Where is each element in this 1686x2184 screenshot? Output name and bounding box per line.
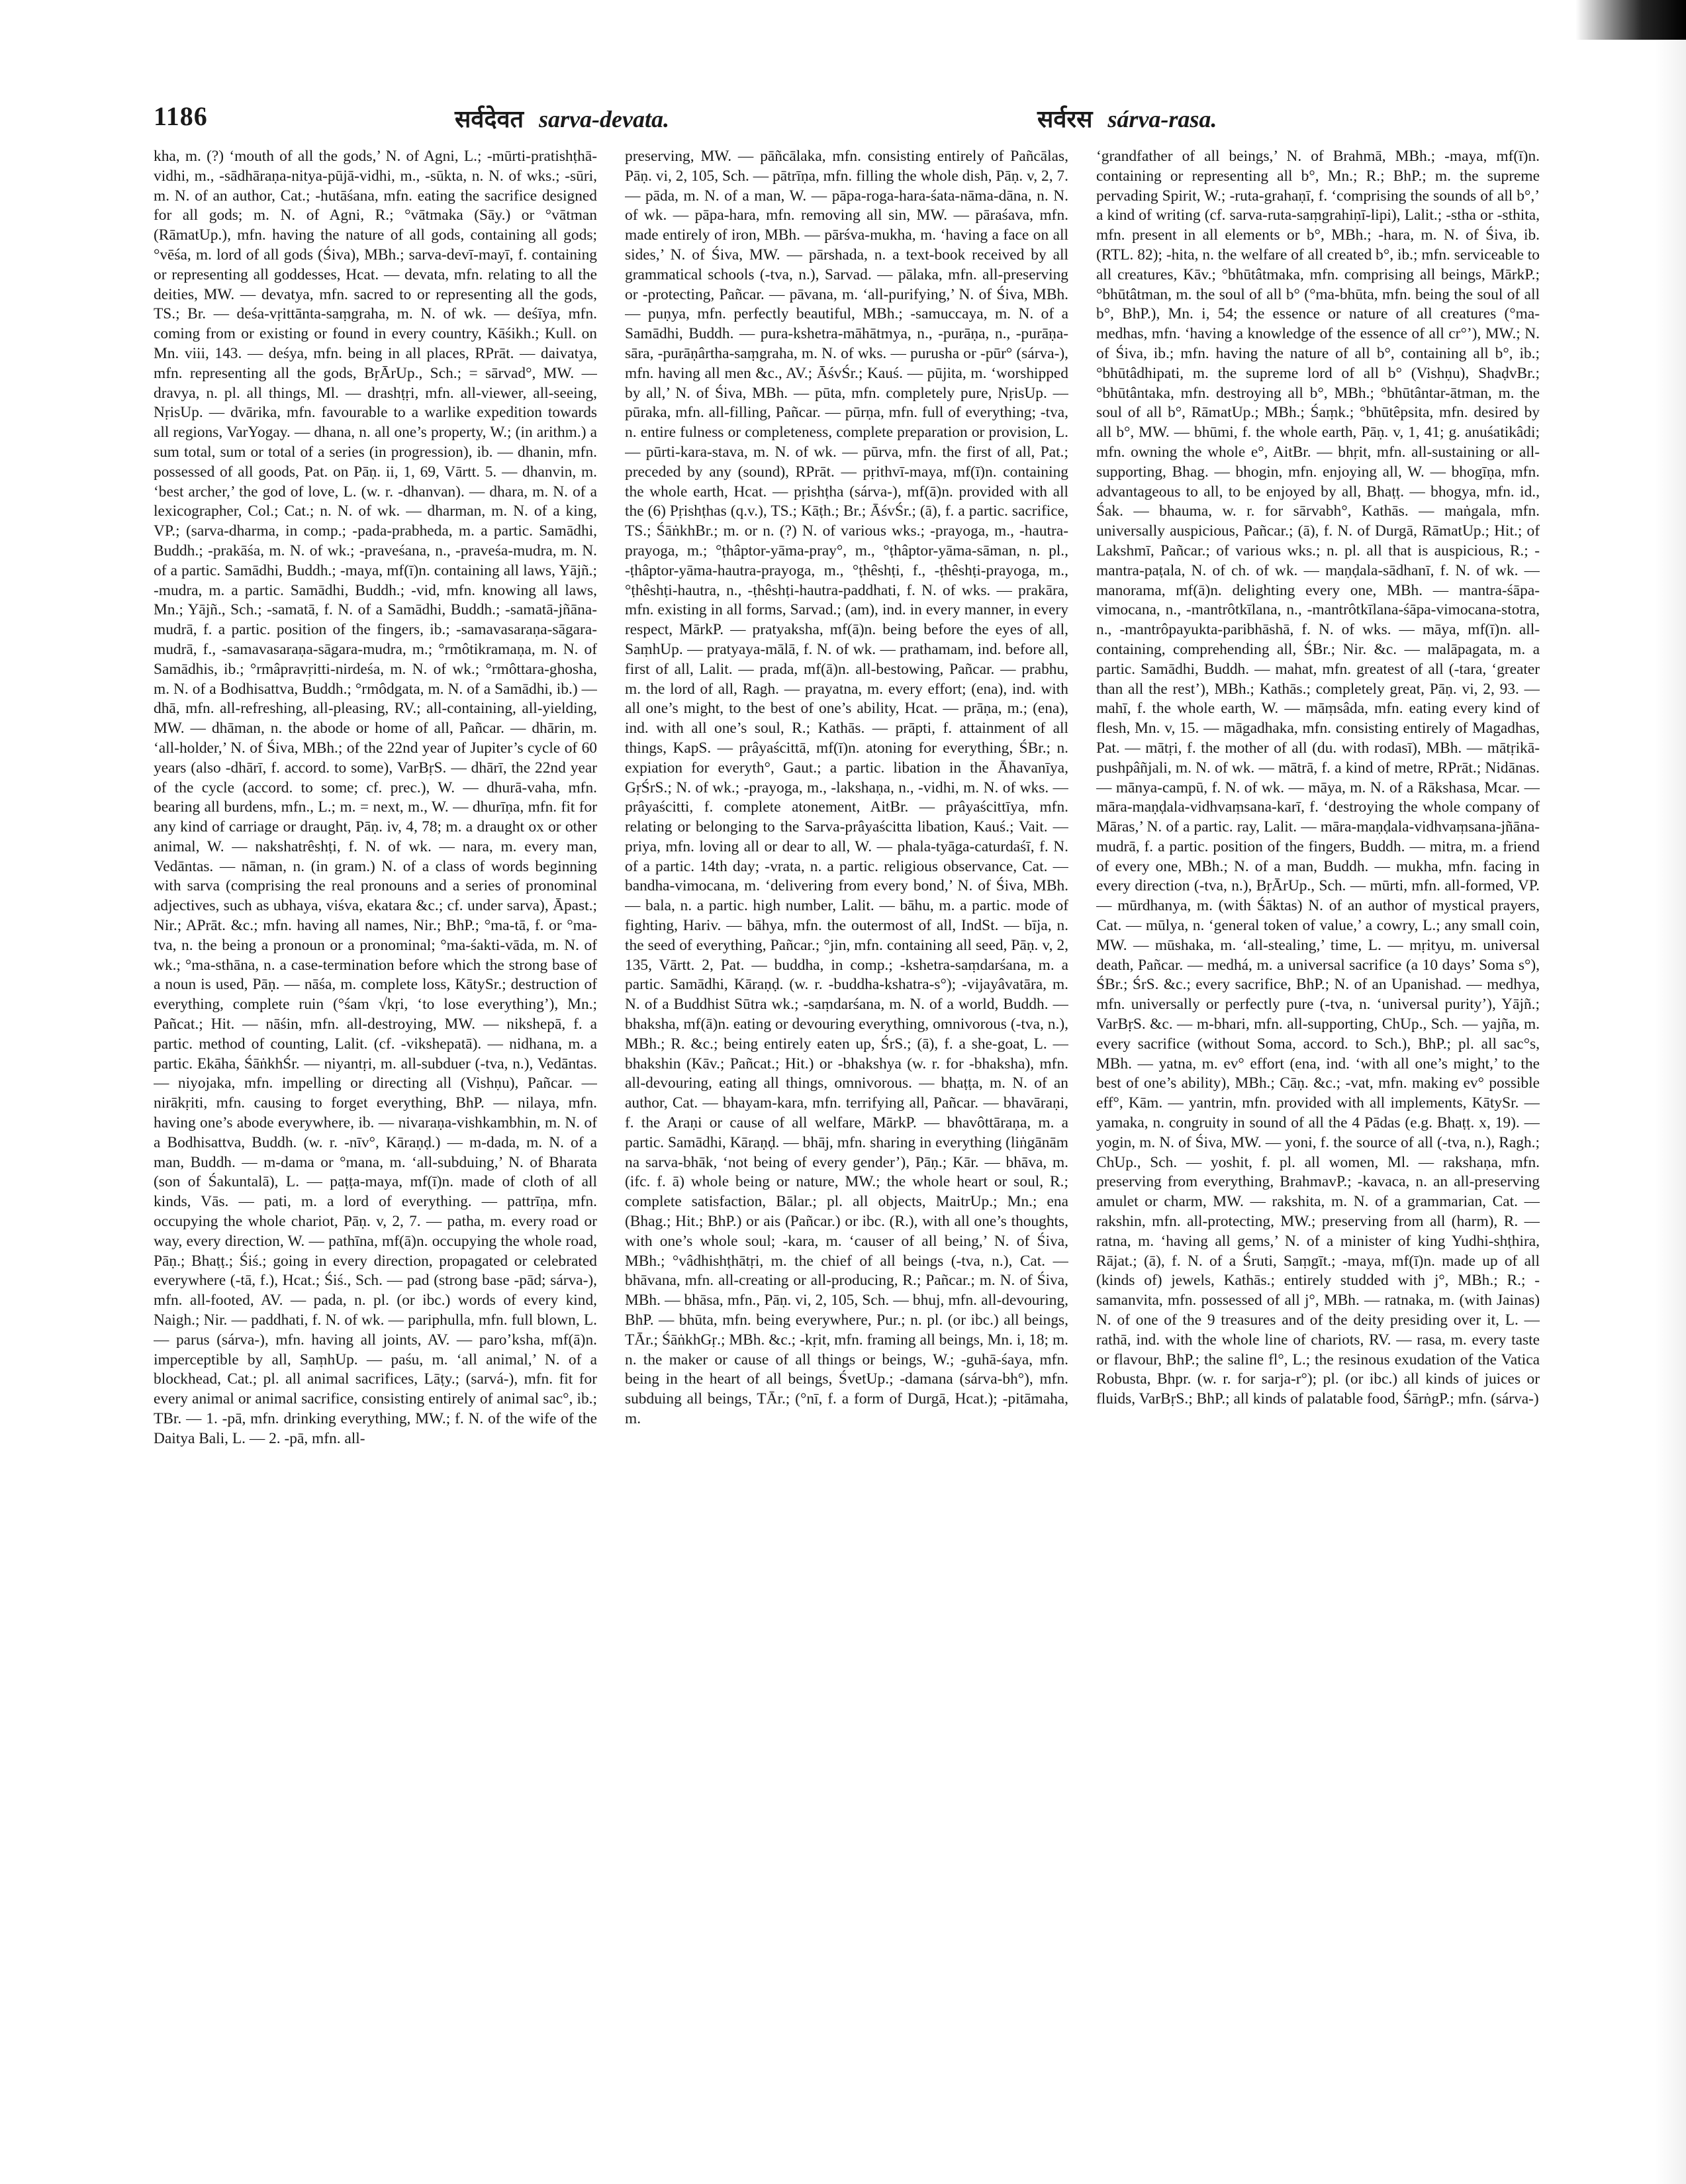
- header-left-headword: [455, 102, 669, 134]
- scan-edge-shadow-side: [1655, 0, 1686, 2184]
- page-number: 1186: [154, 101, 208, 131]
- column-right: ‘grandfather of all beings,’ N. of Brahmā, MBh.; -maya, mf(ī)n. containing or representing all b°, Mn.; R.; BhP.; m. the supreme pervading Spirit, W.; -ruta-grahaṇī, f. ‘comprising the sounds of all b°,’ a kind of writing (cf. sarva-ruta-saṃgrahiṇī-lipi), Lalit.; -stha or -sthita, mfn. present in all elements or b°, MBh.; -hara, m. N. of Śiva, ib. (RTL. 82); -hita, n. the welfare of all created b°, ib.; mfn. serviceable to all creatures, Kāv.; °bhūtâtmaka, mfn. comprising all beings, MārkP.; °bhūtâtman, m. the soul of all b° (°ma-bhūta, mfn. being the soul of all b°, BhP.), Mn. i, 54; the essence or nature of all creatures (°ma-medhas, mfn. ‘having a knowledge of the essence of all cr°’), MW.; N. of Śiva, ib.; mfn. having the nature of all b°, containing all b°, ib.; °bhūtâdhipati, m. the supreme lord of all b° (Vishṇu), ShaḍvBr.; °bhūtântaka, mfn. destroying all b°, MBh.; °bhūtântar-ātman, m. the soul of all b°, RāmatUp.; MBh.; Śaṃk.; °bhūtêpsita, mfn. desired by all b°, MW. — bhūmi, f. the whole earth, Pāṇ. v, 1, 41; g. anuśatikâdi; mfn. owning the whole e°, AitBr. — bhṛit, mfn. all-sustaining or all-supporting, Bhag. — bhogin, mfn. enjoying all, W. — bhogīṇa, mfn. advantageous to all, to be enjoyed by all, Bhaṭṭ. — bhogya, mfn. id., Śak. — bhauma, w. r. for sārvabh°, Kathās. — maṅgala, mfn. universally auspicious, Pañcar.; (ā), f. N. of Durgā, RāmatUp.; Hit.; of Lakshmī, Pañcar.; of various wks.; n. pl. all that is auspicious, R.; -mantra-paṭala, N. of ch. of wk. — maṇḍala-sādhanī, f. N. of wk. — manorama, mf(ā)n. delighting every one, MBh. — mantra-śāpa-vimocana, n., -mantrôtkīlana, n., -mantrôtkīlana-śāpa-vimocana-stotra, n., -mantrôpayukta-paribhāshā, f. N. of wks. — māya, mf(ī)n. all-containing, comprehending all, ŚBr.; Nir. &c. — malāpagata, m. a partic. Samādhi, Buddh. — mahat, mfn. greatest of all (-tara, ‘greater than all the rest’), MBh.; Kathās.; completely great, Pāṇ. vi, 2, 93. — mahī, f. the whole earth, W. — māṃsâda, mfn. eating every kind of flesh, Mn. v, 15. — māgadhaka, mfn. consisting entirely of Magadhas, Pat. — mātṛi, f. the mother of all (du. with rodasī), MBh. — mātṛikā-pushpâñjali, m. N. of wk. — mātrā, f. a kind of metre, RPrāt.; Nidānas. — mānya-campū, f. N. of wk. — māya, m. N. of a Rākshasa, Mcar. — māra-maṇḍala-vidhvaṃsana-karī, f. ‘destroying the whole company of Māras,’ N. of a partic. ray, Lalit. — māra-maṇḍala-vidhvaṃsana-jñāna-mudrā, f. a partic. position of the fingers, Buddh. — mitra, m. a friend of every one, MBh.; N. of a man, Buddh. — mukha, mfn. facing in every direction (-tva, n.), BṛĀrUp., Sch. — mūrti, mfn. all-formed, VP. — mūrdhanya, m. (with Śāktas) N. of an author of mystical prayers, Cat. — mūlya, n. ‘general token of value,’ a cowry, L.; any small coin, MW. — mūshaka, m. ‘all-stealing,’ time, L. — mṛityu, m. universal death, Pañcar. — medhá, m. a universal sacrifice (a 10 days’ Soma s°), ŚBr.; ŚrS. &c.; every sacrifice, BhP.; N. of an Upanishad. — medhya, mfn. universally or perfectly pure (-tva, n. ‘universal purity’), Yājñ.; VarBṛS. &c. — m-bhari, mfn. all-supporting, ChUp., Sch. — yajña, m. every sacrifice (without Soma, accord. to Sch.), BhP.; pl. all sac°s, MBh. — yatna, m. ev° effort (ena, ind. ‘with all one’s might,’ to the best of one’s ability), MBh.; Cāṇ. &c.; -vat, mfn. making ev° possible eff°, Kām. — yantrin, mfn. provided with all implements, KātySr. — yamaka, n. congruity in sound of all the 4 Pādas (e.g. Bhaṭṭ. x, 19). — yogin, m. N. of Śiva, MW. — yoni, f. the source of all (-tva, n.), Ragh.; ChUp., Sch. — yoshit, f. pl. all women, Ml. — rakshaṇa, mfn. preserving from everything, BrahmavP.; -kavaca, n. an all-preserving amulet or charm, MW. — rakshita, m. N. of a grammarian, Cat. — rakshin, mfn. all-protecting, MW.; preserving from all (harm), R. — ratna, m. ‘having all gems,’ N. of a minister of king Yudhi-shṭhira, Rājat.; (ā), f. N. of a Śruti, Saṃgīt.; -maya, mf(ī)n. made up of all (kinds of) jewels, Kathās.; entirely studded with j°, MBh.; R.; -samanvita, mfn. possessed of all j°, MBh. — ratnaka, m. (with Jainas) N. of one of the 9 treasures and of the deity presiding over it, L. — rathā, ind. with the whole line of chariots, RV. — rasa, m. every taste or flavour, BhP.; the saline fl°, L.; the resinous exudation of the Vatica Robusta, Bhpr. (w. r. for sarja-r°); pl. (or ibc.) all kinds of juices or fluids, VarBṛS.; BhP.; all kinds of palatable food, ŚārṅgP.; mfn. (sárva-): [1096, 148, 1540, 1408]
- running-header: [154, 101, 1537, 140]
- header-right-headword: [1037, 102, 1217, 134]
- column-left: kha, m. (?) ‘mouth of all the gods,’ N. of Agni, L.; -mūrti-pratishṭhā-vidhi, m., -sādhāraṇa-nitya-pūjā-vidhi, m., -sūkta, n. N. of wks.; -sūri, m. N. of an author, Cat.; -hutāśana, mfn. eating the sacrifice designed for all gods; m. N. of Agni, R.; °vātmaka (Sāy.) or °vātman (RāmatUp.), mfn. having the nature of all gods, containing all gods; °vēśa, m. lord of all gods (Śiva), MBh.; sarva-devī-mayī, f. containing or representing all goddesses, Hcat. — devata, mfn. relating to all the deities, MW. — devatya, mfn. sacred to or representing all the gods, TS.; Br. — deśa-vṛittānta-saṃgraha, m. N. of wk. — deśīya, mfn. coming from or existing or found in every country, Kāśikh.; Kull. on Mn. viii, 143. — deśya, mfn. being in all places, RPrāt. — daivatya, mfn. representing all the gods, BṛĀrUp., Sch.; = sārvad°, MW. — dravya, n. pl. all things, Ml. — drashṭṛi, mfn. all-viewer, all-seeing, NṛisUp. — dvārika, mfn. favourable to a warlike expedition towards all regions, VarYogay. — dhana, n. all one’s property, W.; (in arithm.) a sum total, sum or total of a series (in progression), ib. — dhanin, mfn. possessed of all goods, Pat. on Pāṇ. ii, 1, 69, Vārtt. 5. — dhanvin, m. ‘best archer,’ the god of love, L. (w. r. -dhanvan). — dhara, m. N. of a lexicographer, Col.; Cat.; n. N. of wk. — dharman, m. N. of a king, VP.; (sarva-dharma, in comp.; -pada-prabheda, m. a partic. Samādhi, Buddh.; -prakāśa, m. N. of wk.; -praveśana, n., -praveśa-mudra, m. N. of a partic. Samādhi, Buddh.; -maya, mf(ī)n. containing all laws, Yājñ.; -mudra, m. a partic. Samādhi, Buddh.; -vid, mfn. knowing all laws, Mn.; Yājñ., Sch.; -samatā, f. N. of a Samādhi, Buddh.; -samatā-jñāna-mudrā, f. a partic. position of the fingers, ib.; -samavasaraṇa-sāgara-mudrā, f., -samavasaraṇa-sāgara-mudra, m.; °rmôtikramaṇa, m. N. of Samādhis, ib.; °rmâpravṛitti-nirdeśa, m. N. of wk.; °rmôttara-ghosha, m. N. of a Bodhisattva, Buddh.; °rmôdgata, m. N. of a Samādhi, ib.) — dhā, mfn. all-refreshing, all-pleasing, RV.; all-containing, all-yielding, MW. — dhāman, n. the abode or home of all, Pañcar. — dhārin, m. ‘all-holder,’ N. of Śiva, MBh.; of the 22nd year of Jupiter’s cycle of 60 years (also -dhārī, f. accord. to some), VarBṛS. — dhārī, the 22nd year of the cycle (accord. to some; cf. prec.), W. — dhurā-vaha, mfn. bearing all burdens, mfn., L.; m. = next, m., W. — dhurīṇa, mfn. fit for any kind of carriage or draught, Pāṇ. iv, 4, 78; m. a draught ox or other animal, W. — nakshatrêshṭi, f. N. of wk. — nara, m. every man, Vedāntas. — nāman, n. (in gram.) N. of a class of words beginning with sarva (comprising the real pronouns and a series of pronominal adjectives, such as ubhaya, viśva, ekatara &c.; cf. under sarva), Āpast.; Nir.; APrāt. &c.; mfn. having all names, Nir.; BhP.; °ma-tā, f. or °ma-tva, n. the being a pronoun or a pronominal; °ma-śakti-vāda, m. N. of wk.; °ma-sthāna, n. a case-termination before which the strong base of a noun is used, Pāṇ. — nāśa, m. complete loss, KātySr.; destruction of everything, complete ruin (°śam √kṛi, ‘to lose everything’), Mn.; Pañcat.; Hit. — nāśin, mfn. all-destroying, MW. — nikshepā, f. a partic. method of counting, Lalit. (cf. -vikshepatā). — nidhana, m. a partic. Ekāha, ŚāṅkhŚr. — niyantṛi, m. all-subduer (-tva, n.), Vedāntas. — niyojaka, mfn. impelling or directing all (Vishṇu), Pañcar. — nirākṛiti, mfn. causing to forget everything, BhP. — nilaya, mfn. having one’s abode everywhere, ib. — nivaraṇa-vishkambhin, m. N. of a Bodhisattva, Buddh. (w. r. -nīv°, Kāraṇḍ.) — m-dada, m. N. of a man, Buddh. — m-dama or °mana, m. ‘all-subduing,’ N. of Bharata (son of Śakuntalā), L. — paṭṭa-maya, mf(ī)n. made of cloth of all kinds, Vās. — pati, m. a lord of everything. — pattrīṇa, mfn. occupying the whole chariot, Pāṇ. v, 2, 7. — patha, m. every road or way, every direction, W. — pathīna, mf(ā)n. occupying the whole road, Pāṇ.; Bhaṭṭ.; Śiś.; going in every direction, propagated or celebrated everywhere (-tā, f.), Hcat.; Śiś., Sch. — pad (strong base -pād; sárva-), mfn. all-footed, AV. — pada, n. pl. (or ibc.) words of every kind, Naigh.; Nir. — paddhati, f. N. of wk. — pariphulla, mfn. full blown, L. — parus (sárva-), mfn. having all joints, AV. — paro’ksha, mf(ā)n. imperceptible by all, SaṃhUp. — paśu, m. ‘all animal,’ N. of a blockhead, Cat.; pl. all animal sacrifices, Lāṭy.; (sarvá-), mfn. fit for every animal or animal sacrifice, consisting entirely of animal sac°, ib.; TBr. — 1. -pā, mfn. drinking everything, MW.; f. N. of the wife of the Daitya Bali, L. — 2. -pā, mfn. all-: [154, 148, 597, 1447]
- dictionary-body: [154, 147, 1540, 2160]
- header-left-translit: sarva-devata.: [539, 106, 669, 132]
- header-left-devanagari: सर्वदेवत: [455, 106, 524, 133]
- column-middle: preserving, MW. — pāñcālaka, mfn. consisting entirely of Pañcālas, Pāṇ. vi, 2, 105, Sch. — pātrīṇa, mfn. filling the whole dish, Pāṇ. v, 2, 7. — pāda, m. N. of a man, W. — pāpa-roga-hara-śata-nāma-dāna, n. N. of wk. — pāpa-hara, mfn. removing all sin, MW. — pāraśava, mfn. made entirely of iron, MBh. — pārśva-mukha, m. ‘having a face on all sides,’ N. of Śiva, MW. — pārshada, n. a text-book received by all grammatical schools (-tva, n.), Sarvad. — pālaka, mfn. all-preserving or -protecting, Pañcar. — pāvana, m. ‘all-purifying,’ N. of Śiva, MBh. — puṇya, mfn. perfectly beautiful, MBh.; -samuccaya, m. N. of a Samādhi, Buddh. — pura-kshetra-māhātmya, n., -purāṇa, n., -purāṇa-sāra, -purāṇârtha-saṃgraha, m. N. of wks. — purusha or -pūr° (sárva-), mfn. having all men &c., AV.; ĀśvŚr.; Kauś. — pūjita, m. ‘worshipped by all,’ N. of Śiva, MBh. — pūta, mfn. completely pure, NṛisUp. — pūraka, mfn. all-filling, Pañcar. — pūrṇa, mfn. full of everything; -tva, n. entire fulness or completeness, complete preparation or provision, L. — pūrti-kara-stava, m. N. of wk. — pūrva, mfn. the first of all, Pat.; preceded by any (sound), RPrāt. — pṛithvī-maya, mf(ī)n. containing the whole earth, Hcat. — pṛishṭha (sárva-), mf(ā)n. provided with all the (6) Pṛishṭhas (q.v.), TS.; Kāṭh.; Br.; ĀśvŚr.; (ā), f. a partic. sacrifice, TS.; ŚāṅkhBr.; m. or n. (?) N. of various wks.; -prayoga, m., -hautra-prayoga, m.; °ṭhâptor-yāma-pray°, m., °ṭhâptor-yāma-sāman, n. pl., -ṭhâptor-yāma-hautra-prayoga, m., °ṭhêshṭi, f., -ṭhêshṭi-prayoga, m., °ṭhêshṭi-hautra, n., -ṭhêshṭi-hautra-paddhati, f. N. of wks. — prakāra, mfn. existing in all forms, Sarvad.; (am), ind. in every manner, in every respect, MārkP. — pratyaksha, mf(ā)n. being before the eyes of all, SaṃhUp. — pratyaya-mālā, f. N. of wk. — prathamam, ind. before all, first of all, Lalit. — prada, mf(ā)n. all-bestowing, Pañcar. — prabhu, m. the lord of all, Ragh. — prayatna, m. every effort; (ena), ind. with all one’s might, to the best of one’s ability, Hcat. — prāṇa, m.; (ena), ind. with all one’s soul, R.; Kathās. — prāpti, f. attainment of all things, KapS. — prâyaścittā, mf(ī)n. atoning for everything, ŚBr.; n. expiation for everyth°, Gaut.; a partic. libation in the Āhavanīya, GṛŚrS.; N. of wk.; -prayoga, m., -lakshaṇa, n., -vidhi, m. N. of wks. — prâyaścitti, f. complete atonement, AitBr. — prâyaścittīya, mfn. relating or belonging to the Sarva-prâyaścitta libation, Kauś.; Vait. — priya, mfn. loving all or dear to all, W. — phala-tyāga-caturdaśī, f. N. of a partic. 14th day; -vrata, n. a partic. religious observance, Cat. — bandha-vimocana, m. ‘delivering from every bond,’ N. of Śiva, MBh. — bala, n. a partic. high number, Lalit. — bāhu, m. a partic. mode of fighting, Hariv. — bāhya, mfn. the outermost of all, IndSt. — bīja, n. the seed of everything, Pañcar.; °jin, mfn. containing all seed, Pāṇ. v, 2, 135, Vārtt. 2, Pat. — buddha, in comp.; -kshetra-saṃdarśana, m. a partic. Samādhi, Kāraṇḍ. (w. r. -buddha-kshatra-s°); -vijayâvatāra, m. N. of a Buddhist Sūtra wk.; -saṃdarśana, m. N. of a world, Buddh. — bhaksha, mf(ā)n. eating or devouring everything, omnivorous (-tva, n.), MBh.; R. &c.; being entirely eaten up, ŚrS.; (ā), f. a she-goat, L. — bhakshin (Kāv.; Pañcat.; Hit.) or -bhakshya (w. r. for -bhaksha), mfn. all-devouring, eating all things, omnivorous. — bhaṭṭa, m. N. of an author, Cat. — bhayam-kara, mfn. terrifying all, Pañcar. — bhavāraṇi, f. the Araṇi or cause of all welfare, MārkP. — bhavôttāraṇa, m. a partic. Samādhi, Kāraṇḍ. — bhāj, mfn. sharing in everything (liṅgānām na sarva-bhāk, ‘not being of every gender’), Pāṇ.; Kār. — bhāva, m. (ifc. f. ā) whole being or nature, MW.; the whole heart or soul, R.; complete satisfaction, Bālar.; pl. all objects, MaitrUp.; Mn.; ena (Bhag.; Hit.; BhP.) or ais (Pañcar.) or ibc. (R.), with all one’s thoughts, with one’s whole soul; -kara, m. ‘causer of all being,’ N. of Śiva, MBh.; °vâdhishṭhātṛi, m. the chief of all beings (-tva, n.), Cat. — bhāvana, mfn. all-creating or all-producing, R.; Pañcar.; m. N. of Śiva, MBh. — bhāsa, mfn., Pāṇ. vi, 2, 105, Sch. — bhuj, mfn. all-devouring, BhP. — bhūta, mfn. being everywhere, Pur.; n. pl. (or ibc.) all beings, TĀr.; ŚāṅkhGṛ.; MBh. &c.; -kṛit, mfn. framing all beings, Mn. i, 18; m. n. the maker or cause of all things or beings, W.; -guhā-śaya, mfn. being in the heart of all beings, ŚvetUp.; -damana (sárva-bh°), mfn. subduing all beings, TĀr.; (°nī, f. a form of Durgā, Hcat.); -pitāmaha, m.: [625, 148, 1068, 1427]
- header-right-devanagari: सर्वरस: [1037, 106, 1093, 133]
- header-right-translit: sárva-rasa.: [1107, 106, 1217, 132]
